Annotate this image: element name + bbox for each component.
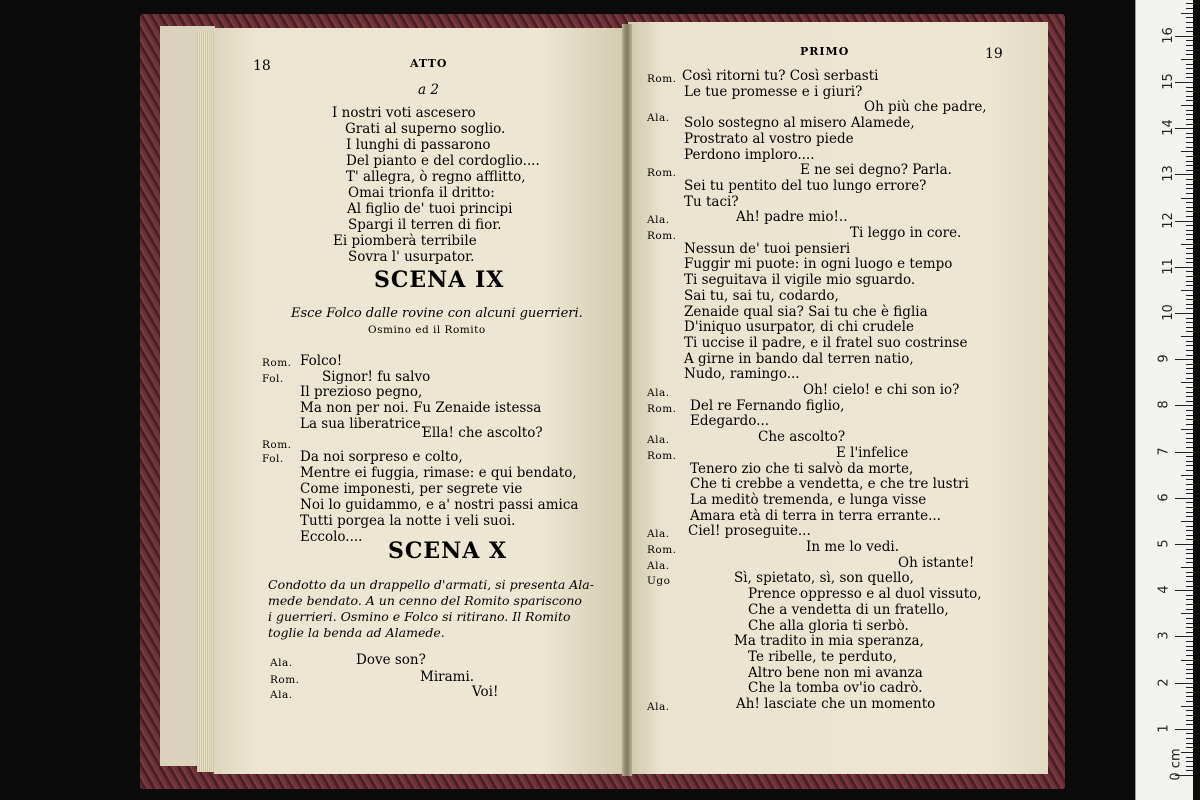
ruler-tick bbox=[1186, 696, 1193, 697]
speaker-label: Ala. bbox=[270, 689, 293, 701]
speaker-label: Ala. bbox=[270, 657, 293, 669]
ruler-tick bbox=[1181, 429, 1193, 430]
ruler-tick bbox=[1186, 724, 1193, 725]
ruler-tick bbox=[1186, 641, 1193, 642]
ruler-tick bbox=[1186, 248, 1193, 249]
ruler-tick bbox=[1186, 271, 1193, 272]
ruler-tick bbox=[1186, 692, 1193, 693]
speaker-label: Ala. bbox=[647, 701, 670, 713]
running-header-right: PRIMO bbox=[800, 45, 850, 58]
ruler-label: 10 bbox=[1160, 304, 1176, 321]
dialogue-line: Nudo, ramingo... bbox=[684, 366, 800, 383]
ruler-tick bbox=[1186, 687, 1193, 688]
ruler-tick bbox=[1186, 673, 1193, 674]
dialogue-line: Mentre ei fuggia, rimase: e qui bendato, bbox=[300, 465, 577, 481]
measuring-ruler bbox=[1135, 0, 1193, 800]
ruler-tick bbox=[1186, 512, 1193, 513]
ruler-tick bbox=[1186, 549, 1193, 550]
dialogue-line: Te ribelle, te perduto, bbox=[748, 648, 897, 665]
speaker-label: Rom. bbox=[262, 357, 292, 369]
chorus-line: Omai trionfa il dritto: bbox=[348, 185, 495, 201]
dialogue-line: Voi! bbox=[472, 684, 499, 700]
ruler-tick bbox=[1186, 599, 1193, 600]
ruler-label: 15 bbox=[1160, 73, 1176, 90]
ruler-tick bbox=[1186, 114, 1193, 115]
dialogue-line: Che ti crebbe a vendetta, e che tre lustri bbox=[690, 476, 969, 493]
ruler-label: 11 bbox=[1160, 258, 1176, 275]
ruler-tick bbox=[1186, 258, 1193, 259]
dialogue-line: Tenero zio che ti salvò da morte, bbox=[690, 460, 914, 477]
ruler-tick bbox=[1186, 664, 1193, 665]
scena-ix-direction-1: Esce Folco dalle rovine con alcuni guerrieri. bbox=[291, 306, 583, 321]
ruler-tick bbox=[1186, 45, 1193, 46]
ruler-tick bbox=[1186, 438, 1193, 439]
dialogue-line: Altro bene non mi avanza bbox=[748, 664, 923, 681]
ruler-tick bbox=[1186, 627, 1193, 628]
ruler-tick bbox=[1186, 581, 1193, 582]
ruler-tick bbox=[1186, 216, 1193, 217]
ruler-tick bbox=[1181, 613, 1193, 614]
ruler-label: 6 bbox=[1156, 493, 1172, 502]
dialogue-line: Sì, spietato, sì, son quello, bbox=[734, 570, 914, 587]
ruler-tick bbox=[1186, 295, 1193, 296]
dialogue-line: Ella! che ascolto? bbox=[422, 425, 543, 441]
ruler-tick bbox=[1186, 710, 1193, 711]
ruler-tick bbox=[1186, 31, 1193, 32]
ruler-tick bbox=[1181, 151, 1193, 152]
dialogue-line: Ti uccise il padre, e il fratel suo costrinse bbox=[684, 334, 968, 351]
ruler-tick bbox=[1186, 17, 1193, 18]
ruler-label: 12 bbox=[1160, 211, 1176, 229]
ruler-tick bbox=[1186, 142, 1193, 143]
ruler-tick bbox=[1175, 452, 1193, 453]
ruler-tick bbox=[1186, 461, 1193, 462]
scena-ix-title: SCENA IX bbox=[374, 267, 505, 293]
ruler-tick bbox=[1186, 701, 1193, 702]
ruler-tick bbox=[1186, 253, 1193, 254]
speaker-label: Rom. bbox=[647, 73, 677, 85]
dialogue-line: Il prezioso pegno, bbox=[300, 384, 423, 400]
dialogue-line: Da noi sorpreso e colto, bbox=[300, 449, 463, 465]
chorus-line: I nostri voti ascesero bbox=[332, 105, 476, 121]
dialogue-line: Nessun de' tuoi pensieri bbox=[684, 240, 851, 257]
speaker-label: Rom. bbox=[262, 439, 292, 451]
ruler-tick bbox=[1186, 387, 1193, 388]
speaker-label: Fol. bbox=[262, 453, 284, 465]
ruler-tick bbox=[1186, 345, 1193, 346]
ruler-tick bbox=[1186, 184, 1193, 185]
ruler-tick bbox=[1186, 456, 1193, 457]
ruler-tick bbox=[1186, 133, 1193, 134]
chorus-line: T' allegra, ò regno afflitto, bbox=[346, 169, 526, 185]
ruler-tick bbox=[1186, 562, 1193, 563]
ruler-tick bbox=[1186, 604, 1193, 605]
chorus-line: Grati al superno soglio. bbox=[345, 121, 506, 137]
dialogue-line: Ciel! proseguite... bbox=[688, 523, 811, 540]
ruler-tick bbox=[1186, 281, 1193, 282]
speaker-label: Ala. bbox=[647, 559, 670, 572]
ruler-tick bbox=[1181, 105, 1193, 106]
dialogue-line: Dove son? bbox=[356, 652, 426, 668]
a2-label: a 2 bbox=[418, 82, 439, 98]
ruler-tick bbox=[1186, 124, 1193, 125]
speaker-label: Ala. bbox=[647, 112, 670, 125]
ruler-tick bbox=[1186, 285, 1193, 286]
dialogue-line: Del re Fernando figlio, bbox=[690, 397, 845, 414]
ruler-tick bbox=[1186, 202, 1193, 203]
dialogue-line: Ah! lasciate che un momento bbox=[736, 696, 936, 712]
dialogue-line: Tutti porgea la notte i veli suoi. bbox=[300, 513, 516, 529]
ruler-tick bbox=[1181, 660, 1193, 661]
ruler-tick bbox=[1186, 50, 1193, 51]
dialogue-line: Che la tomba ov'io cadrò. bbox=[748, 680, 923, 697]
dialogue-line: Oh! cielo! e chi son io? bbox=[803, 382, 960, 398]
ruler-tick bbox=[1186, 715, 1193, 716]
ruler-tick bbox=[1186, 318, 1193, 319]
dialogue-line: E l'infelice bbox=[836, 444, 909, 461]
ruler-tick bbox=[1175, 82, 1193, 83]
ruler-tick bbox=[1186, 230, 1193, 231]
stage-direction-line: i guerrieri. Osmino e Folco si ritirano. Il Romito bbox=[268, 609, 571, 624]
ruler-tick bbox=[1186, 392, 1193, 393]
dialogue-line: Fuggir mi puote: in ogni luogo e tempo bbox=[684, 256, 953, 273]
ruler-tick bbox=[1186, 669, 1193, 670]
ruler-tick bbox=[1186, 234, 1193, 235]
ruler-tick bbox=[1186, 484, 1193, 485]
ruler-tick bbox=[1175, 36, 1193, 37]
dialogue-line: Sai tu, sai tu, codardo, bbox=[684, 287, 839, 304]
dialogue-line: Solo sostegno al misero Alamede, bbox=[684, 115, 915, 132]
chorus-line: Del pianto e del cordoglio.... bbox=[346, 153, 540, 169]
ruler-tick bbox=[1186, 22, 1193, 23]
ruler-tick bbox=[1186, 355, 1193, 356]
ruler-tick bbox=[1186, 378, 1193, 379]
ruler-tick bbox=[1186, 8, 1193, 9]
ruler-label: 16 bbox=[1160, 27, 1176, 44]
dialogue-line: Ma non per noi. Fu Zenaide istessa bbox=[300, 400, 542, 416]
ruler-tick bbox=[1186, 156, 1193, 157]
scena-x-title: SCENA X bbox=[388, 538, 508, 564]
ruler-tick bbox=[1175, 683, 1193, 684]
ruler-tick bbox=[1186, 410, 1193, 411]
dialogue-line: Così ritorni tu? Così serbasti bbox=[682, 68, 879, 84]
ruler-tick bbox=[1186, 77, 1193, 78]
ruler-tick bbox=[1186, 553, 1193, 554]
dialogue-line: Signor! fu salvo bbox=[322, 369, 431, 385]
speaker-label: Ala. bbox=[647, 528, 670, 541]
dialogue-line: Ma tradito in mia speranza, bbox=[734, 633, 924, 650]
ruler-label: 14 bbox=[1160, 119, 1176, 136]
ruler-tick bbox=[1186, 655, 1193, 656]
ruler-label: 3 bbox=[1156, 631, 1172, 641]
ruler-tick bbox=[1186, 308, 1193, 309]
dialogue-line: Che ascolto? bbox=[758, 429, 846, 446]
dialogue-line: Noi lo guidammo, e a' nostri passi amica bbox=[300, 497, 579, 513]
ruler-tick bbox=[1186, 327, 1193, 328]
ruler-tick bbox=[1175, 544, 1193, 545]
ruler-tick bbox=[1181, 567, 1193, 568]
ruler-tick bbox=[1175, 636, 1193, 637]
ruler-tick bbox=[1175, 359, 1193, 360]
ruler-tick bbox=[1181, 244, 1193, 245]
ruler-tick bbox=[1186, 558, 1193, 559]
ruler-tick bbox=[1186, 396, 1193, 397]
speaker-label: Rom. bbox=[647, 167, 677, 180]
ruler-tick bbox=[1186, 170, 1193, 171]
ruler-label: 9 bbox=[1156, 354, 1172, 363]
ruler-tick bbox=[1186, 161, 1193, 162]
ruler-tick bbox=[1186, 64, 1193, 65]
dialogue-line: Che alla gloria ti serbò. bbox=[748, 617, 909, 634]
ruler-tick bbox=[1186, 479, 1193, 480]
ruler-tick bbox=[1186, 54, 1193, 55]
dialogue-line: In me lo vedi. bbox=[806, 539, 900, 555]
ruler-tick bbox=[1181, 521, 1193, 522]
dialogue-line: Ti leggo in core. bbox=[850, 225, 962, 241]
dialogue-line: Come imponesti, per segrete vie bbox=[300, 481, 523, 497]
running-header-left: ATTO bbox=[410, 57, 448, 70]
dialogue-line: Prostrato al vostro piede bbox=[684, 130, 854, 147]
ruler-tick bbox=[1186, 489, 1193, 490]
ruler-tick bbox=[1175, 498, 1193, 499]
chorus-line: Sovra l' usurpator. bbox=[348, 249, 475, 265]
speaker-label: Rom. bbox=[647, 402, 677, 415]
ruler-tick bbox=[1186, 276, 1193, 277]
ruler-tick bbox=[1186, 609, 1193, 610]
ruler-tick bbox=[1181, 475, 1193, 476]
ruler-tick bbox=[1186, 179, 1193, 180]
ruler-tick bbox=[1186, 225, 1193, 226]
ruler-tick bbox=[1175, 128, 1193, 129]
ruler-tick bbox=[1186, 526, 1193, 527]
ruler-tick bbox=[1186, 650, 1193, 651]
ruler-tick bbox=[1186, 646, 1193, 647]
ruler-tick bbox=[1186, 211, 1193, 212]
ruler-tick bbox=[1186, 678, 1193, 679]
ruler-tick bbox=[1186, 207, 1193, 208]
chorus-line: Spargi il terren di fior. bbox=[348, 217, 502, 233]
ruler-tick bbox=[1175, 313, 1193, 314]
ruler-tick bbox=[1186, 304, 1193, 305]
ruler-label: 0 cm bbox=[1168, 748, 1184, 781]
dialogue-line: La sua liberatrice. bbox=[300, 416, 426, 432]
speaker-label: Rom. bbox=[647, 230, 677, 242]
page-number-right: 19 bbox=[985, 46, 1003, 62]
ruler-tick bbox=[1186, 322, 1193, 323]
ruler-tick bbox=[1186, 632, 1193, 633]
ruler-tick bbox=[1186, 757, 1193, 758]
ruler-tick bbox=[1175, 590, 1193, 591]
chorus-line: Al figlio de' tuoi principi bbox=[347, 201, 513, 217]
ruler-tick bbox=[1186, 87, 1193, 88]
ruler-tick bbox=[1186, 493, 1193, 494]
dialogue-line: Eccolo.... bbox=[300, 529, 363, 545]
dialogue-line: Prence oppresso e al duol vissuto, bbox=[748, 586, 982, 603]
ruler-tick bbox=[1186, 193, 1193, 194]
ruler-tick bbox=[1181, 382, 1193, 383]
speaker-label: Ala. bbox=[647, 434, 670, 447]
dialogue-line: Oh più che padre, bbox=[864, 99, 987, 116]
ruler-tick bbox=[1186, 572, 1193, 573]
dialogue-line: Ti seguitava il vigile mio sguardo. bbox=[684, 272, 916, 289]
dialogue-line: La meditò tremenda, e lunga visse bbox=[690, 491, 927, 508]
ruler-tick bbox=[1186, 516, 1193, 517]
ruler-tick bbox=[1181, 198, 1193, 199]
ruler-tick bbox=[1186, 3, 1193, 4]
speaker-label: Ala. bbox=[647, 387, 670, 399]
ruler-tick bbox=[1181, 290, 1193, 291]
ruler-tick bbox=[1186, 433, 1193, 434]
dialogue-line: Oh istante! bbox=[898, 554, 975, 571]
ruler-tick bbox=[1186, 27, 1193, 28]
stage-direction-line: mede bendato. A un cenno del Romito spariscono bbox=[268, 593, 582, 608]
scena-ix-direction-2: Osmino ed il Romito bbox=[368, 324, 486, 336]
ruler-tick bbox=[1186, 743, 1193, 744]
ruler-label: 8 bbox=[1156, 400, 1172, 410]
ruler-tick bbox=[1186, 623, 1193, 624]
ruler-tick bbox=[1186, 364, 1193, 365]
ruler-tick bbox=[1186, 188, 1193, 189]
ruler-tick bbox=[1186, 738, 1193, 739]
ruler-tick bbox=[1181, 336, 1193, 337]
ruler-tick bbox=[1186, 535, 1193, 536]
ruler-tick bbox=[1175, 267, 1193, 268]
ruler-tick bbox=[1181, 59, 1193, 60]
ruler-label: 7 bbox=[1156, 446, 1172, 456]
ruler-tick bbox=[1186, 595, 1193, 596]
ruler-tick bbox=[1186, 502, 1193, 503]
book-gutter bbox=[622, 24, 632, 776]
dialogue-line: E ne sei degno? Parla. bbox=[800, 162, 952, 179]
dialogue-line: Perdono imploro.... bbox=[684, 146, 815, 163]
ruler-tick bbox=[1186, 419, 1193, 420]
ruler-tick bbox=[1186, 73, 1193, 74]
speaker-label: Ala. bbox=[647, 214, 670, 227]
ruler-tick bbox=[1186, 368, 1193, 369]
ruler-tick bbox=[1186, 539, 1193, 540]
ruler-tick bbox=[1181, 13, 1193, 14]
ruler-tick bbox=[1186, 720, 1193, 721]
ruler-tick bbox=[1175, 405, 1193, 406]
ruler-tick bbox=[1186, 100, 1193, 101]
dialogue-line: Le tue promesse e i giuri? bbox=[684, 83, 863, 100]
ruler-tick bbox=[1186, 415, 1193, 416]
ruler-tick bbox=[1186, 770, 1193, 771]
ruler-tick bbox=[1186, 465, 1193, 466]
ruler-tick bbox=[1186, 507, 1193, 508]
ruler-tick bbox=[1181, 706, 1193, 707]
ruler-tick bbox=[1186, 137, 1193, 138]
speaker-label: Rom. bbox=[647, 544, 677, 556]
chorus-line: Ei piomberà terribile bbox=[333, 233, 477, 249]
dialogue-line: Che a vendetta di un fratello, bbox=[748, 601, 949, 618]
ruler-tick bbox=[1186, 262, 1193, 263]
ruler-tick bbox=[1186, 766, 1193, 767]
ruler-label: 4 bbox=[1156, 585, 1172, 594]
ruler-tick bbox=[1186, 733, 1193, 734]
ruler-tick bbox=[1175, 174, 1193, 175]
dialogue-line: Edegardo... bbox=[690, 413, 770, 430]
dialogue-line: Ah! padre mio!.. bbox=[736, 209, 848, 226]
ruler-tick bbox=[1186, 341, 1193, 342]
speaker-label: Ugo bbox=[647, 575, 671, 588]
stage-direction-line: Condotto da un drappello d'armati, si presenta Ala- bbox=[268, 577, 594, 592]
dialogue-line: Sei tu pentito del tuo lungo errore? bbox=[684, 177, 927, 194]
ruler-tick bbox=[1186, 373, 1193, 374]
dialogue-line: Zenaide qual sia? Sai tu che è figlia bbox=[684, 303, 928, 320]
ruler-tick bbox=[1186, 470, 1193, 471]
ruler-tick bbox=[1186, 576, 1193, 577]
page-number-left: 18 bbox=[253, 58, 271, 74]
ruler-tick bbox=[1186, 401, 1193, 402]
ruler-tick bbox=[1186, 747, 1193, 748]
ruler-tick bbox=[1186, 147, 1193, 148]
ruler-tick bbox=[1186, 299, 1193, 300]
ruler-label: 13 bbox=[1160, 165, 1176, 183]
ruler-label: 5 bbox=[1156, 539, 1172, 548]
ruler-tick bbox=[1186, 91, 1193, 92]
ruler-tick bbox=[1186, 165, 1193, 166]
ruler-tick bbox=[1186, 331, 1193, 332]
ruler-tick bbox=[1186, 350, 1193, 351]
ruler-tick bbox=[1186, 442, 1193, 443]
dialogue-line: Folco! bbox=[300, 353, 343, 369]
ruler-tick bbox=[1186, 424, 1193, 425]
ruler-tick bbox=[1186, 530, 1193, 531]
ruler-tick bbox=[1186, 618, 1193, 619]
dialogue-line: Tu taci? bbox=[684, 193, 739, 210]
ruler-tick bbox=[1186, 40, 1193, 41]
ruler-tick bbox=[1186, 68, 1193, 69]
dialogue-line: Amara età di terra in terra errante... bbox=[690, 507, 941, 524]
ruler-tick bbox=[1175, 729, 1193, 730]
speaker-label: Rom. bbox=[270, 674, 300, 686]
dialogue-line: Mirami. bbox=[420, 669, 475, 685]
ruler-label: 1 bbox=[1156, 724, 1172, 733]
ruler-tick bbox=[1186, 96, 1193, 97]
dialogue-line: A girne in bando dal terren natio, bbox=[684, 350, 914, 367]
ruler-tick bbox=[1186, 586, 1193, 587]
chorus-line: I lunghi di passarono bbox=[346, 137, 491, 153]
speaker-label: Fol. bbox=[262, 373, 284, 385]
dialogue-line: D'iniquo usurpator, di chi crudele bbox=[684, 319, 914, 336]
ruler-tick bbox=[1186, 239, 1193, 240]
speaker-label: Rom. bbox=[647, 449, 677, 462]
ruler-tick bbox=[1186, 110, 1193, 111]
ruler-tick bbox=[1186, 447, 1193, 448]
ruler-tick bbox=[1186, 761, 1193, 762]
ruler-label: 2 bbox=[1156, 677, 1172, 687]
ruler-tick bbox=[1175, 221, 1193, 222]
ruler-tick bbox=[1186, 119, 1193, 120]
stage-direction-line: toglie la benda ad Alamede. bbox=[268, 625, 445, 640]
